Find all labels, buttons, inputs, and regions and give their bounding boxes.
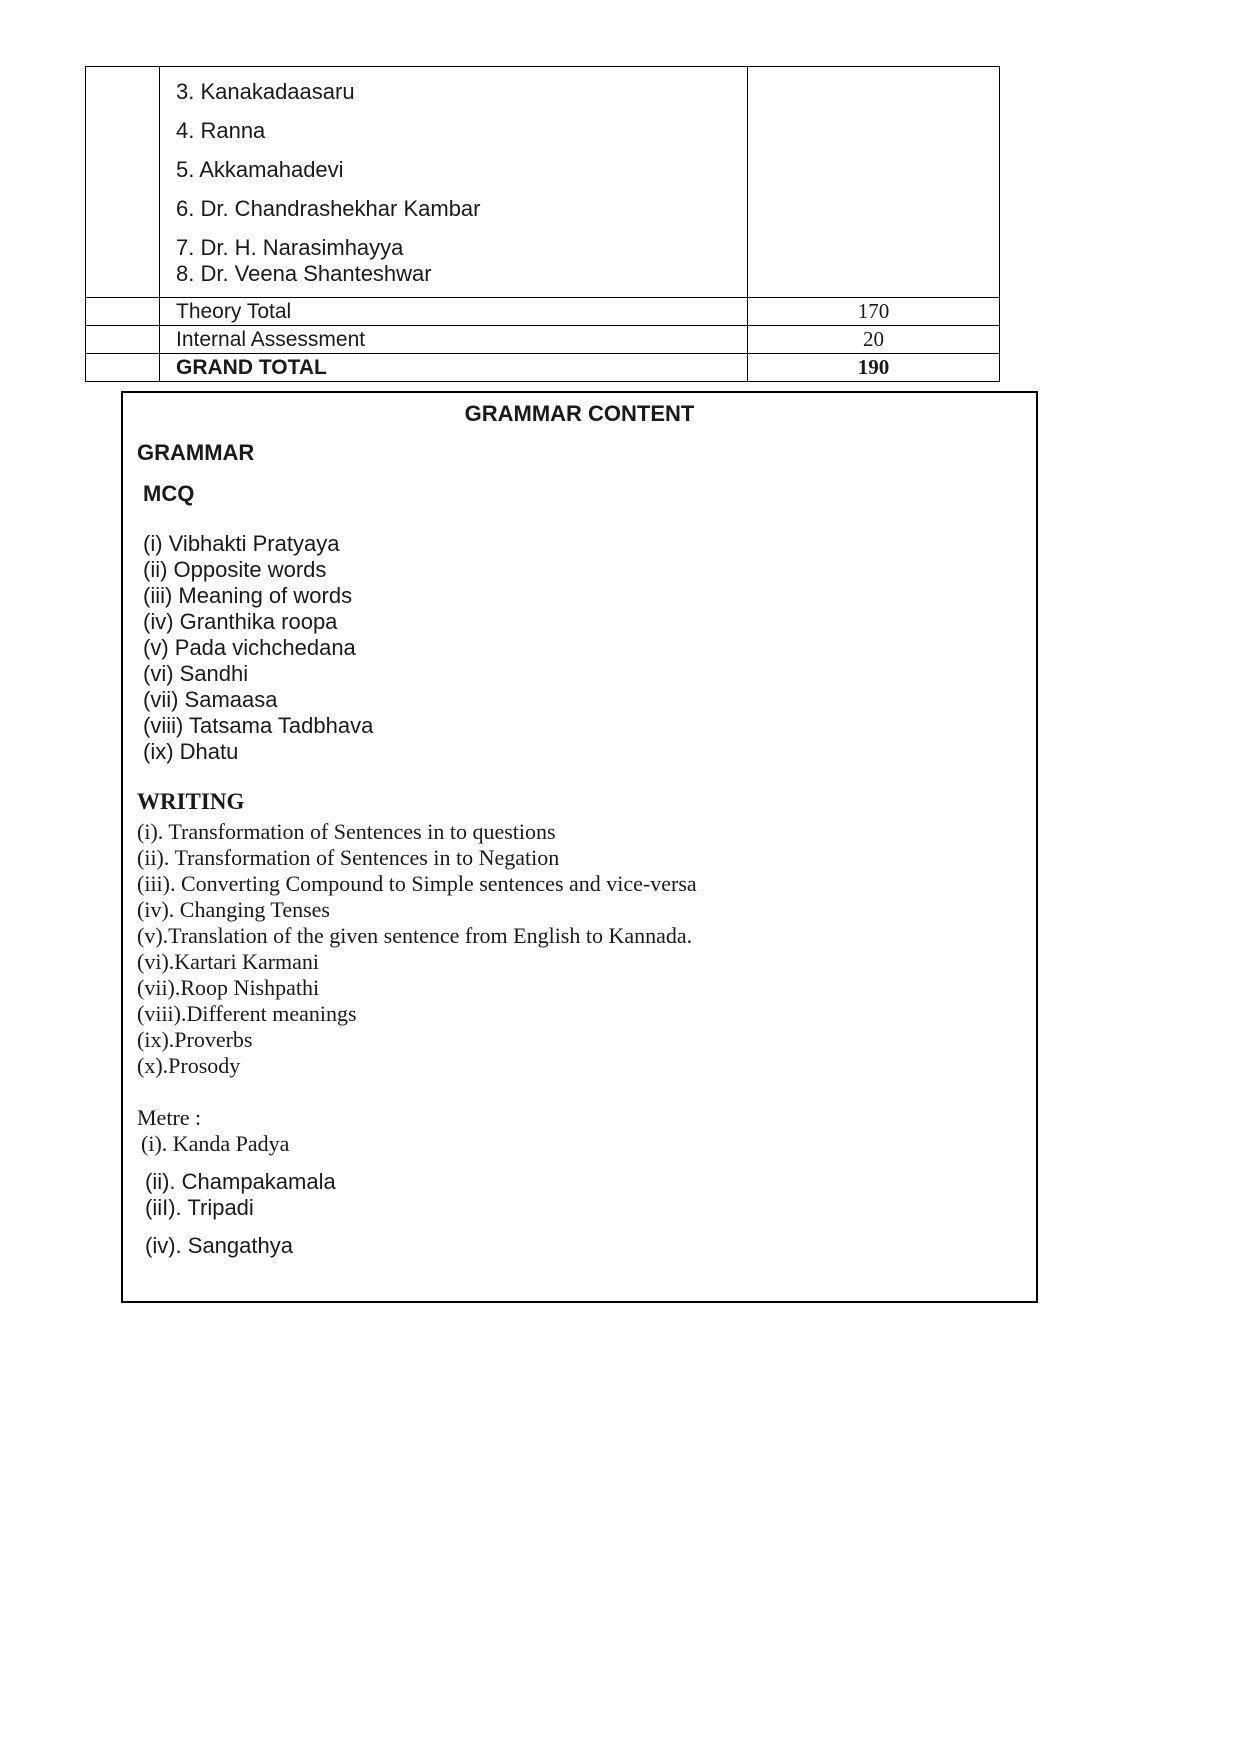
mcq-item: (iii) Meaning of words bbox=[143, 583, 353, 608]
metre-list bbox=[137, 1131, 1022, 1259]
metre-label: Metre : bbox=[137, 1105, 202, 1130]
writing-item: (i). Transformation of Sentences in to questions bbox=[137, 819, 556, 844]
poet-item: 8. Dr. Veena Shanteshwar bbox=[176, 261, 432, 286]
writing-item: (vi).Kartari Karmani bbox=[137, 949, 320, 974]
internal-assessment-label: Internal Assessment bbox=[160, 326, 748, 353]
poet-item: 4. Ranna bbox=[176, 118, 266, 143]
metre-item: (iv). Sangathya bbox=[145, 1233, 293, 1258]
poet-item: 7. Dr. H. Narasimhayya bbox=[176, 235, 404, 260]
writing-section-heading: WRITING bbox=[137, 789, 245, 814]
writing-item: (x).Prosody bbox=[137, 1053, 241, 1078]
empty-cell bbox=[86, 298, 160, 325]
poets-row-marks-cell bbox=[748, 67, 999, 297]
poets-list bbox=[160, 67, 748, 297]
mcq-item: (vii) Samaasa bbox=[143, 687, 278, 712]
empty-cell bbox=[86, 354, 160, 381]
poet-item: 3. Kanakadaasaru bbox=[176, 79, 355, 104]
grammar-content-box bbox=[121, 391, 1038, 1303]
writing-list bbox=[137, 819, 1022, 1079]
marks-table bbox=[85, 66, 1000, 382]
writing-item: (ix).Proverbs bbox=[137, 1027, 253, 1052]
grand-total-label: GRAND TOTAL bbox=[160, 354, 748, 381]
writing-item: (iii). Converting Compound to Simple sentences and vice-versa bbox=[137, 871, 697, 896]
theory-total-label: Theory Total bbox=[160, 298, 748, 325]
grand-total-row bbox=[86, 353, 999, 381]
mcq-item: (iv) Granthika roopa bbox=[143, 609, 338, 634]
mcq-item: (ii) Opposite words bbox=[143, 557, 327, 582]
poet-item: 6. Dr. Chandrashekhar Kambar bbox=[176, 196, 481, 221]
writing-item: (ii). Transformation of Sentences in to Negation bbox=[137, 845, 560, 870]
theory-total-value: 170 bbox=[857, 299, 890, 323]
writing-item: (iv). Changing Tenses bbox=[137, 897, 330, 922]
writing-item: (vii).Roop Nishpathi bbox=[137, 975, 320, 1000]
theory-total-row bbox=[86, 297, 999, 325]
grammar-content-title: GRAMMAR CONTENT bbox=[464, 401, 695, 426]
metre-item: (i). Kanda Padya bbox=[141, 1131, 290, 1156]
grammar-section-heading: GRAMMAR bbox=[137, 440, 255, 465]
metre-item: (iiI). Tripadi bbox=[145, 1195, 254, 1220]
mcq-section-heading: MCQ bbox=[143, 481, 195, 506]
poet-item: 5. Akkamahadevi bbox=[176, 157, 344, 182]
writing-item: (viii).Different meanings bbox=[137, 1001, 357, 1026]
metre-item: (ii). Champakamala bbox=[145, 1169, 336, 1194]
poets-row-number-cell bbox=[86, 67, 160, 297]
internal-assessment-value: 20 bbox=[863, 327, 884, 351]
mcq-item: (i) Vibhakti Pratyaya bbox=[143, 531, 340, 556]
mcq-item: (v) Pada vichchedana bbox=[143, 635, 356, 660]
writing-item: (v).Translation of the given sentence from English to Kannada. bbox=[137, 923, 693, 948]
internal-assessment-row bbox=[86, 325, 999, 353]
mcq-item: (viii) Tatsama Tadbhava bbox=[143, 713, 374, 738]
mcq-item: (vi) Sandhi bbox=[143, 661, 249, 686]
empty-cell bbox=[86, 326, 160, 353]
poets-row bbox=[86, 67, 999, 297]
mcq-item: (ix) Dhatu bbox=[143, 739, 239, 764]
grand-total-value: 190 bbox=[857, 355, 890, 379]
mcq-list bbox=[143, 531, 1022, 765]
